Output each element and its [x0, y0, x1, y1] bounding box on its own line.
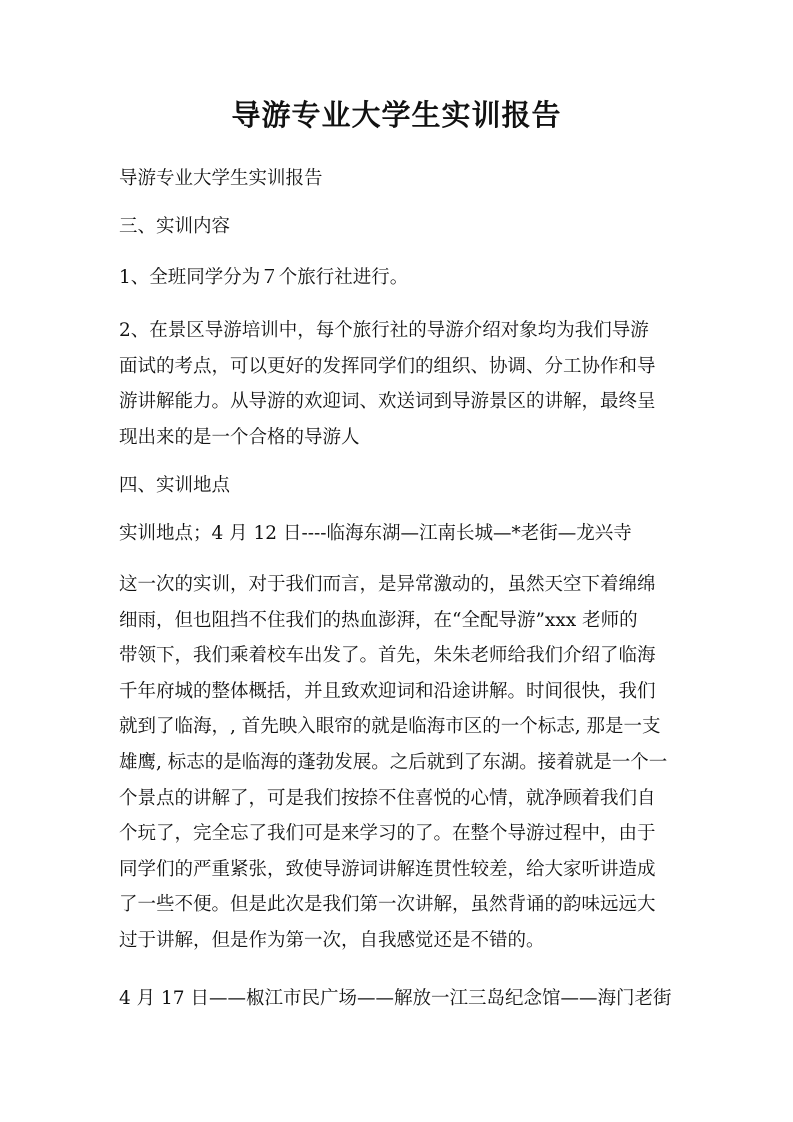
route-line: 4 月 17 日——椒江市民广场——解放一江三岛纪念馆——海门老街	[119, 988, 672, 1009]
location-line: 实训地点；4 月 12 日----临海东湖—江南长城—*老街—龙兴寺	[119, 523, 632, 544]
paragraph-line: 了一些不便。但是此次是我们第一次讲解，虽然背诵的韵味远远大	[119, 894, 656, 916]
paragraph-line: 游讲解能力。从导游的欢迎词、欢送词到导游景区的讲解，最终呈	[119, 391, 656, 413]
paragraph-line: 带领下，我们乘着校车出发了。首先，朱朱老师给我们介绍了临海	[119, 645, 656, 667]
section-heading-training-location: 四、实训地点	[119, 475, 231, 496]
list-item-2	[119, 313, 689, 455]
paragraph-line: 过于讲解，但是作为第一次，自我感觉还是不错的。	[119, 929, 545, 951]
paragraph-line: 个玩了，完全忘了我们可是来学习的了。在整个导游过程中，由于	[119, 823, 656, 845]
paragraph-line: 现出来的是一个合格的导游人	[119, 426, 360, 448]
document-subtitle: 导游专业大学生实训报告	[119, 168, 323, 189]
paragraph-line: 雄鹰, 标志的是临海的蓬勃发展。之后就到了东湖。接着就是一个一	[119, 751, 668, 773]
paragraph-line: 面试的考点，可以更好的发挥同学们的组织、协调、分工协作和导	[119, 355, 656, 377]
paragraph-line: 这一次的实训，对于我们而言，是异常激动的，虽然天空下着绵绵	[119, 574, 656, 595]
paragraph-line: 2、在景区导游培训中，每个旅行社的导游介绍对象均为我们导游	[119, 320, 649, 341]
list-item-1: 1、全班同学分为７个旅行社进行。	[119, 267, 409, 288]
paragraph-line: 细雨，但也阻挡不住我们的热血澎湃，在“全配导游”xxx 老师的	[119, 609, 638, 631]
document-title: 导游专业大学生实训报告	[231, 98, 562, 132]
section-heading-training-content: 三、实训内容	[119, 216, 231, 237]
paragraph-line: 就到了临海，, 首先映入眼帘的就是临海市区的一个标志, 那是一支	[119, 716, 661, 738]
paragraph-line: 同学们的严重紧张，致使导游词讲解连贯性较差，给大家听讲造成	[119, 858, 656, 880]
narrative-paragraph	[119, 567, 689, 959]
paragraph-line: 个景点的讲解了，可是我们按捺不住喜悦的心情，就净顾着我们自	[119, 787, 656, 809]
paragraph-line: 千年府城的整体概括，并且致欢迎词和沿途讲解。时间很快，我们	[119, 680, 656, 702]
